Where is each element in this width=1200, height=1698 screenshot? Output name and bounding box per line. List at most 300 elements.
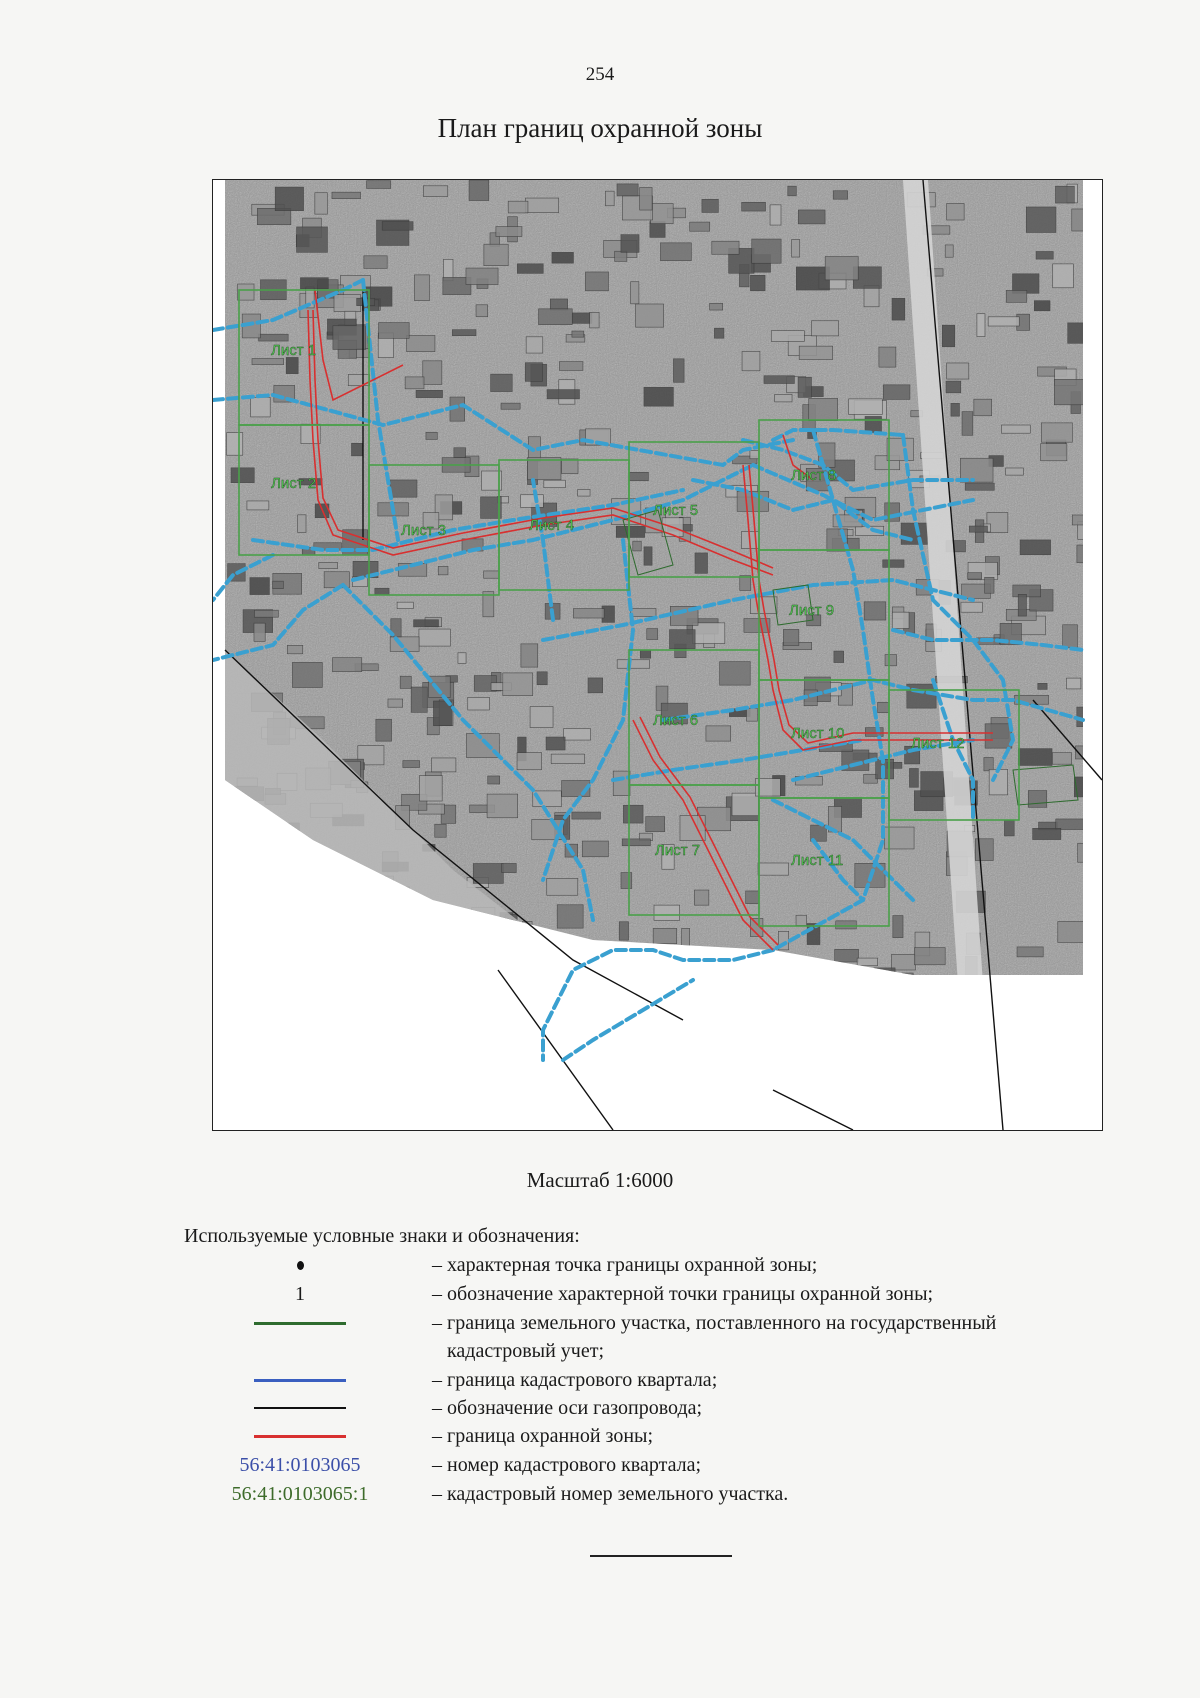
building bbox=[397, 602, 413, 608]
building bbox=[503, 673, 533, 696]
building bbox=[352, 909, 364, 929]
legend-symbol bbox=[190, 1309, 410, 1337]
building bbox=[419, 776, 442, 801]
building bbox=[1072, 515, 1101, 525]
building bbox=[588, 678, 603, 693]
building bbox=[1006, 468, 1024, 475]
building bbox=[617, 660, 649, 668]
building bbox=[1074, 777, 1102, 797]
building bbox=[508, 201, 528, 213]
building bbox=[585, 272, 608, 291]
building bbox=[517, 753, 542, 770]
building bbox=[633, 541, 641, 551]
building bbox=[459, 948, 478, 958]
building bbox=[752, 239, 781, 263]
building bbox=[732, 793, 758, 816]
building bbox=[644, 547, 652, 565]
building bbox=[546, 737, 565, 750]
legend-symbol bbox=[190, 1394, 410, 1422]
building bbox=[1018, 749, 1052, 766]
building bbox=[405, 377, 424, 389]
building bbox=[511, 924, 529, 949]
building bbox=[387, 887, 410, 899]
building bbox=[788, 186, 796, 196]
building bbox=[1033, 828, 1061, 839]
building bbox=[241, 975, 250, 997]
building bbox=[247, 501, 269, 510]
building bbox=[630, 472, 649, 480]
building bbox=[742, 351, 760, 370]
building bbox=[636, 304, 664, 327]
building bbox=[238, 284, 254, 300]
building bbox=[893, 916, 903, 938]
legend-description: – обозначение характерной точки границы охранной зоны; bbox=[432, 1283, 934, 1305]
building bbox=[496, 227, 522, 237]
building bbox=[1077, 545, 1102, 563]
legend-row-parcel-boundary-cont bbox=[190, 1337, 1150, 1365]
building bbox=[864, 774, 878, 783]
building bbox=[631, 282, 639, 304]
sheet-label: Лист 8 bbox=[791, 467, 837, 484]
building bbox=[547, 878, 578, 895]
building bbox=[458, 967, 470, 992]
building bbox=[292, 662, 322, 687]
building bbox=[1084, 191, 1093, 202]
building bbox=[783, 629, 798, 645]
building bbox=[250, 578, 270, 595]
building bbox=[562, 459, 578, 474]
building bbox=[353, 883, 364, 901]
building bbox=[468, 697, 490, 710]
building bbox=[573, 313, 592, 323]
building bbox=[720, 662, 751, 685]
scale-label: Масштаб 1:6000 bbox=[526, 1168, 674, 1192]
sheet-label: Лист 6 bbox=[653, 712, 699, 729]
building bbox=[547, 390, 579, 399]
building bbox=[798, 210, 825, 224]
sheet-label: Лист 5 bbox=[653, 502, 699, 519]
building bbox=[682, 928, 690, 953]
building bbox=[1036, 251, 1053, 259]
building bbox=[849, 399, 883, 415]
building bbox=[254, 623, 265, 641]
building bbox=[316, 956, 343, 966]
building bbox=[746, 708, 757, 721]
building bbox=[865, 416, 881, 432]
building bbox=[640, 650, 650, 658]
building bbox=[525, 198, 558, 213]
building bbox=[491, 374, 513, 391]
building bbox=[601, 961, 634, 968]
building bbox=[695, 553, 707, 573]
building bbox=[909, 768, 918, 787]
building bbox=[572, 812, 601, 819]
building bbox=[615, 251, 627, 261]
building bbox=[517, 264, 543, 274]
building bbox=[484, 571, 500, 578]
building bbox=[273, 581, 284, 589]
legend-symbol bbox=[190, 1251, 410, 1279]
black-line-icon bbox=[254, 1407, 346, 1409]
building bbox=[750, 275, 765, 290]
building bbox=[582, 841, 608, 857]
building bbox=[874, 968, 895, 990]
building bbox=[646, 817, 665, 832]
building bbox=[1018, 594, 1026, 616]
building bbox=[1075, 746, 1101, 759]
building bbox=[621, 235, 639, 253]
legend-row-zone-boundary bbox=[190, 1422, 1150, 1450]
building bbox=[961, 602, 982, 612]
building bbox=[617, 184, 638, 196]
building bbox=[690, 222, 710, 231]
building bbox=[798, 377, 811, 397]
building bbox=[775, 394, 792, 402]
building bbox=[660, 243, 691, 261]
building bbox=[742, 202, 766, 211]
building bbox=[644, 387, 673, 406]
building bbox=[647, 629, 658, 640]
building bbox=[458, 653, 466, 664]
building bbox=[962, 412, 973, 436]
building bbox=[1053, 264, 1074, 288]
building bbox=[835, 949, 859, 962]
building bbox=[616, 526, 644, 537]
building bbox=[466, 268, 498, 285]
building bbox=[481, 497, 502, 519]
building bbox=[712, 241, 739, 254]
building bbox=[411, 687, 427, 712]
legend-symbol: 56:41:0103065:1 bbox=[231, 1482, 369, 1505]
sheet-label: Лист 11 bbox=[791, 852, 844, 869]
building bbox=[559, 362, 582, 371]
building bbox=[706, 726, 731, 741]
sheet-label: Лист 1 bbox=[271, 342, 317, 359]
building bbox=[551, 754, 584, 764]
building bbox=[521, 495, 544, 508]
building bbox=[332, 192, 361, 198]
building bbox=[985, 724, 1012, 748]
building bbox=[693, 623, 725, 644]
building bbox=[883, 385, 910, 400]
building bbox=[945, 245, 953, 257]
building bbox=[878, 702, 890, 712]
building bbox=[552, 252, 574, 263]
building bbox=[530, 707, 553, 728]
protection-zone-map bbox=[213, 180, 1102, 1130]
building bbox=[1056, 819, 1088, 830]
building bbox=[261, 907, 295, 916]
building bbox=[1058, 921, 1088, 942]
legend-description-cont: кадастровый учет; bbox=[447, 1340, 605, 1362]
building bbox=[333, 326, 366, 350]
building bbox=[578, 489, 590, 496]
building bbox=[650, 222, 665, 238]
building bbox=[946, 381, 961, 393]
building bbox=[438, 566, 448, 574]
building bbox=[942, 325, 954, 347]
building bbox=[988, 317, 1019, 326]
building bbox=[426, 432, 437, 439]
building bbox=[350, 958, 360, 981]
sheet-label: Лист 9 bbox=[789, 602, 835, 619]
building bbox=[537, 672, 547, 685]
building bbox=[400, 676, 411, 688]
sheet-label: Лист 10 bbox=[791, 725, 845, 742]
building bbox=[653, 928, 677, 943]
building bbox=[887, 438, 913, 460]
legend-row-gas-axis bbox=[190, 1394, 1150, 1422]
legend-symbol bbox=[190, 1366, 410, 1394]
building bbox=[1028, 791, 1046, 808]
building bbox=[630, 608, 656, 616]
building bbox=[809, 398, 838, 420]
legend-row-boundary-point bbox=[190, 1251, 1150, 1279]
building bbox=[454, 448, 466, 458]
building bbox=[227, 433, 243, 456]
sheet-label: Лист 12 bbox=[911, 735, 965, 752]
building bbox=[833, 191, 847, 199]
building bbox=[771, 331, 804, 342]
building bbox=[275, 187, 303, 211]
legend-description: – кадастровый номер земельного участка. bbox=[432, 1483, 789, 1505]
page-number: 254 bbox=[585, 64, 615, 85]
building bbox=[525, 363, 542, 382]
building bbox=[482, 939, 505, 948]
building bbox=[740, 576, 751, 591]
building bbox=[650, 204, 673, 224]
sheet-label: Лист 4 bbox=[529, 517, 575, 534]
building bbox=[640, 187, 652, 210]
building bbox=[1026, 207, 1056, 232]
sheet-label: Лист 3 bbox=[401, 522, 447, 539]
building bbox=[563, 729, 590, 740]
building bbox=[605, 191, 614, 206]
legend-row-parcel-number bbox=[190, 1480, 1150, 1508]
legend-description: – обозначение оси газопровода; bbox=[432, 1397, 703, 1419]
building bbox=[414, 620, 439, 627]
building bbox=[452, 330, 476, 336]
building bbox=[1034, 301, 1050, 311]
building bbox=[1038, 683, 1047, 689]
building bbox=[488, 776, 500, 784]
building bbox=[758, 863, 789, 875]
building bbox=[885, 655, 897, 666]
building bbox=[883, 560, 904, 568]
building bbox=[544, 480, 565, 487]
building bbox=[375, 588, 389, 595]
building bbox=[951, 403, 960, 416]
green-line-icon bbox=[254, 1322, 346, 1325]
building bbox=[423, 361, 442, 385]
building bbox=[947, 203, 964, 220]
building bbox=[1063, 625, 1078, 648]
page-title: План границ охранной зоны bbox=[437, 113, 763, 143]
building bbox=[521, 644, 538, 667]
building bbox=[484, 244, 508, 265]
building bbox=[770, 205, 781, 225]
building bbox=[550, 299, 567, 310]
sheet-label: Лист 7 bbox=[655, 842, 701, 859]
legend-description: – характерная точка границы охранной зоны; bbox=[432, 1254, 818, 1276]
building bbox=[623, 805, 643, 823]
building bbox=[1004, 821, 1014, 836]
building bbox=[416, 390, 442, 397]
blue-line-icon bbox=[254, 1379, 346, 1382]
building bbox=[431, 758, 455, 772]
building bbox=[252, 359, 284, 365]
building bbox=[892, 612, 909, 628]
legend-row-block-boundary bbox=[190, 1366, 1150, 1394]
building bbox=[390, 480, 417, 497]
building bbox=[792, 240, 800, 258]
building bbox=[977, 314, 985, 337]
building bbox=[572, 331, 584, 337]
building bbox=[527, 944, 556, 952]
building bbox=[487, 794, 518, 818]
building bbox=[281, 971, 289, 982]
legend-heading: Используемые условные знаки и обозначения: bbox=[184, 1225, 580, 1247]
building bbox=[403, 761, 420, 768]
building bbox=[622, 839, 650, 846]
building bbox=[902, 973, 913, 988]
building bbox=[1078, 843, 1097, 862]
building bbox=[907, 684, 936, 708]
building bbox=[259, 334, 289, 341]
building bbox=[251, 397, 271, 417]
building bbox=[1054, 379, 1086, 404]
building bbox=[825, 257, 858, 280]
building bbox=[714, 328, 723, 338]
building bbox=[947, 363, 969, 379]
red-line-icon bbox=[254, 1435, 346, 1438]
building bbox=[702, 199, 718, 212]
building bbox=[673, 359, 684, 382]
building bbox=[388, 699, 403, 707]
building bbox=[748, 978, 770, 988]
building bbox=[473, 864, 503, 884]
building bbox=[750, 450, 759, 458]
legend-symbol: 56:41:0103065 bbox=[239, 1453, 361, 1476]
building bbox=[526, 337, 543, 353]
sheet-label: Лист 2 bbox=[271, 475, 317, 492]
end-rule bbox=[590, 1555, 732, 1557]
building bbox=[364, 256, 387, 269]
building bbox=[297, 227, 328, 252]
building bbox=[865, 728, 883, 737]
building bbox=[619, 922, 628, 940]
building bbox=[901, 523, 927, 544]
building bbox=[469, 180, 489, 200]
building bbox=[764, 376, 794, 384]
building bbox=[1052, 753, 1071, 765]
building bbox=[892, 298, 905, 320]
building bbox=[1041, 423, 1072, 442]
building bbox=[1055, 186, 1074, 203]
building bbox=[985, 577, 994, 593]
building bbox=[235, 832, 259, 847]
building bbox=[694, 890, 708, 905]
building bbox=[975, 839, 993, 861]
legend-row-block-number bbox=[190, 1451, 1150, 1479]
legend-row-point-label bbox=[190, 1280, 1150, 1308]
building bbox=[1068, 323, 1088, 343]
legend-symbol bbox=[190, 1422, 410, 1450]
building bbox=[834, 651, 844, 662]
building bbox=[974, 399, 992, 416]
building bbox=[367, 181, 391, 189]
building bbox=[385, 936, 406, 951]
building bbox=[796, 267, 829, 290]
building bbox=[376, 719, 392, 741]
building bbox=[476, 940, 504, 948]
building bbox=[799, 346, 832, 359]
building bbox=[1001, 425, 1030, 433]
legend-description: – граница охранной зоны; bbox=[432, 1425, 654, 1447]
building bbox=[407, 335, 435, 351]
boundary-point-dot-icon bbox=[297, 1261, 304, 1270]
building bbox=[864, 602, 886, 620]
legend-description: – граница земельного участка, поставленного на государственный bbox=[432, 1312, 997, 1334]
building bbox=[989, 769, 1007, 795]
legend-description: – номер кадастрового квартала; bbox=[432, 1454, 702, 1476]
building bbox=[914, 948, 945, 965]
building bbox=[573, 609, 604, 618]
building bbox=[300, 278, 328, 289]
building bbox=[1041, 444, 1067, 461]
building bbox=[332, 658, 361, 672]
building bbox=[811, 321, 838, 336]
building bbox=[654, 905, 680, 920]
building bbox=[414, 275, 429, 301]
building bbox=[796, 915, 807, 925]
map-frame[interactable] bbox=[212, 179, 1103, 1131]
building bbox=[965, 483, 994, 490]
building bbox=[621, 873, 632, 889]
building bbox=[315, 193, 327, 214]
building bbox=[352, 443, 363, 456]
aerial-photo-base bbox=[213, 180, 1102, 1130]
building bbox=[984, 757, 993, 770]
building bbox=[746, 891, 760, 904]
building bbox=[1006, 290, 1027, 302]
building bbox=[1020, 540, 1050, 555]
building bbox=[710, 303, 723, 310]
building bbox=[305, 938, 319, 948]
building bbox=[298, 515, 306, 533]
building bbox=[435, 824, 446, 837]
building bbox=[857, 958, 877, 966]
legend-row-parcel-boundary bbox=[190, 1309, 1150, 1337]
building bbox=[231, 468, 254, 483]
building bbox=[1072, 209, 1102, 231]
building bbox=[968, 573, 982, 579]
building bbox=[969, 526, 987, 532]
building bbox=[254, 610, 278, 617]
building bbox=[382, 222, 413, 231]
legend-description: – граница кадастрового квартала; bbox=[432, 1369, 718, 1391]
building bbox=[532, 971, 560, 984]
building bbox=[836, 921, 857, 929]
building bbox=[286, 357, 298, 373]
building bbox=[501, 403, 520, 409]
building bbox=[1066, 678, 1080, 689]
building bbox=[539, 309, 573, 325]
building bbox=[613, 771, 630, 796]
building bbox=[423, 186, 447, 197]
building bbox=[1084, 356, 1102, 371]
building bbox=[419, 629, 450, 646]
